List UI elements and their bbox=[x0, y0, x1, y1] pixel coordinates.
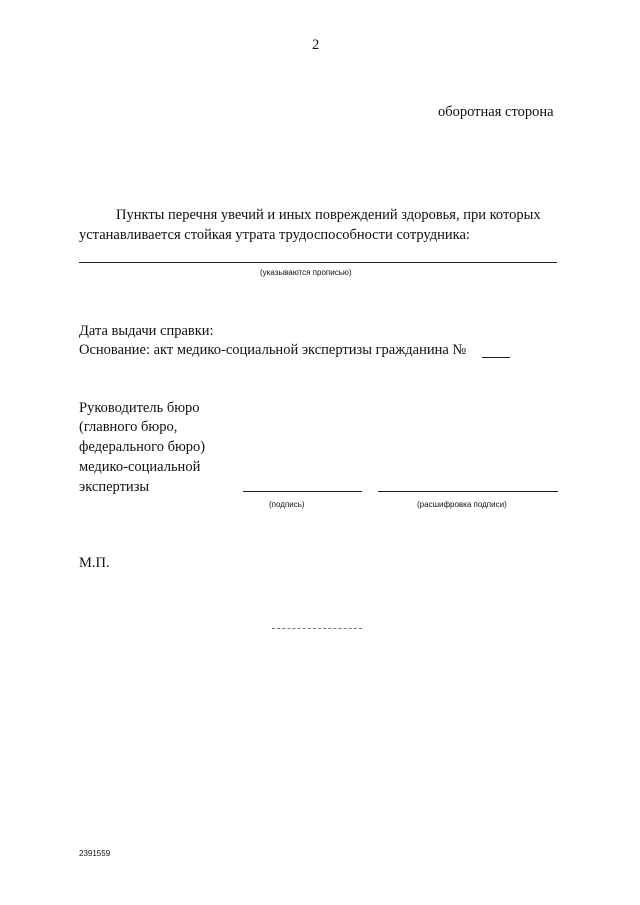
seal-label: М.П. bbox=[79, 555, 110, 571]
head-line-3: федерального бюро) bbox=[79, 439, 206, 455]
head-line-1: Руководитель бюро bbox=[79, 400, 200, 416]
intro-line-2: устанавливается стойкая утрата трудоспособности сотрудника: bbox=[79, 227, 470, 243]
basis-label: Основание: акт медико-социальной экспертизы гражданина № bbox=[79, 342, 467, 358]
intro-line-1: Пункты перечня увечий и иных повреждений здоровья, при которых bbox=[116, 207, 541, 223]
decoding-line bbox=[378, 491, 558, 492]
caption-written: (указываются прописью) bbox=[260, 268, 352, 277]
written-value-line bbox=[79, 262, 557, 263]
signature-line bbox=[243, 491, 362, 492]
head-line-4: медико-социальной bbox=[79, 459, 201, 475]
side-label: оборотная сторона bbox=[438, 104, 554, 120]
head-line-2: (главного бюро, bbox=[79, 419, 178, 435]
signature-caption: (подпись) bbox=[269, 500, 305, 509]
head-line-5: экспертизы bbox=[79, 479, 150, 495]
separator-line bbox=[272, 628, 362, 629]
doc-code: 2391559 bbox=[79, 849, 111, 858]
page-number: 2 bbox=[312, 37, 320, 53]
decoding-caption: (расшифровка подписи) bbox=[417, 500, 507, 509]
issue-date-label: Дата выдачи справки: bbox=[79, 323, 214, 339]
act-number-line bbox=[482, 357, 510, 358]
